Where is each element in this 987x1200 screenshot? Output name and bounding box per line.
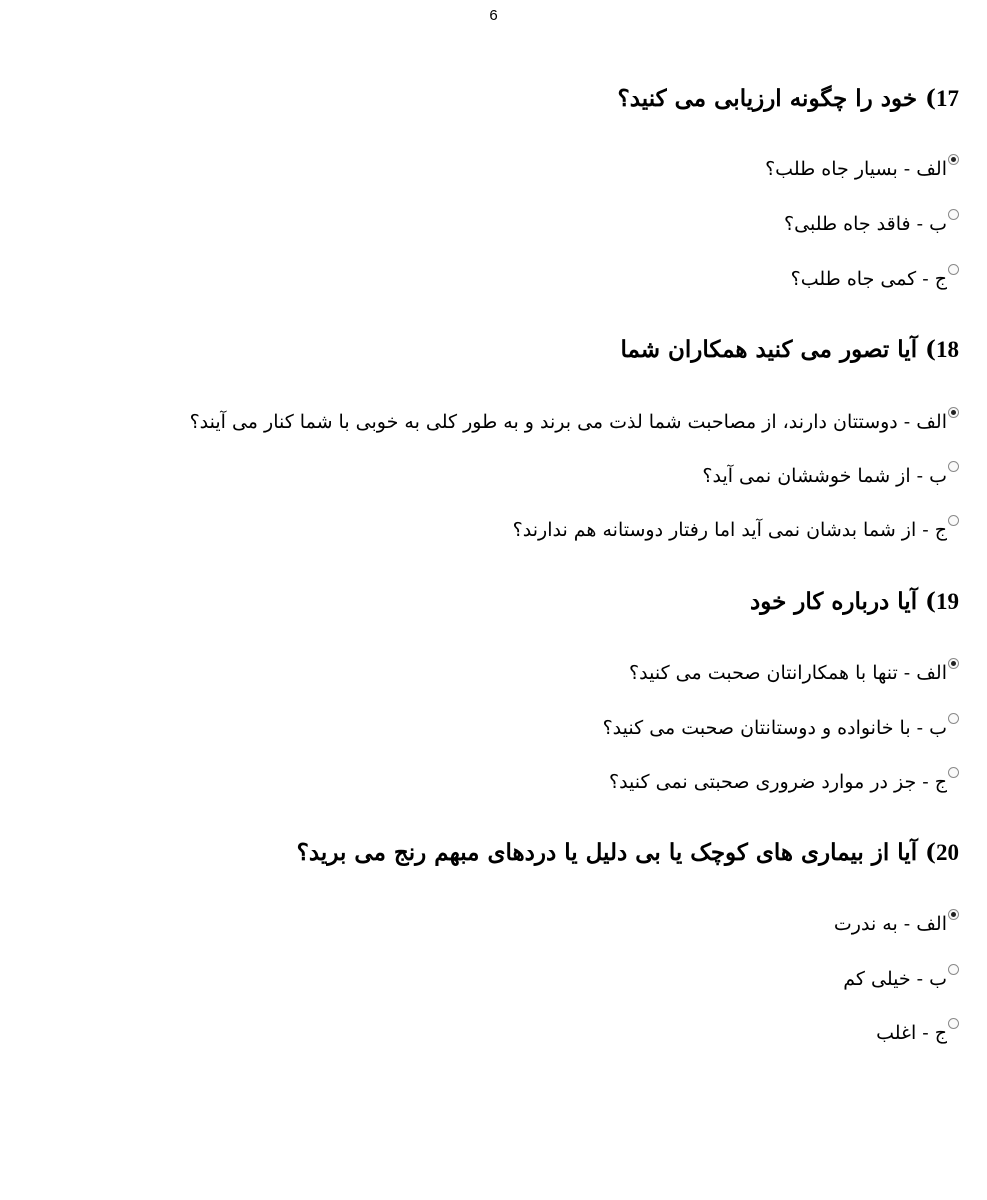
radio-button[interactable]	[948, 964, 959, 975]
option-label: ب - با خانواده و دوستانتان صحبت می کنید؟	[602, 717, 947, 739]
option-alef[interactable]	[629, 660, 959, 686]
option-be[interactable]	[843, 966, 959, 992]
question-paren: )	[917, 588, 936, 615]
option-jim[interactable]	[609, 769, 959, 795]
option-label: الف - بسیار جاه طلب؟	[765, 158, 947, 180]
option-alef[interactable]	[834, 911, 959, 937]
question-number: 20	[936, 840, 959, 865]
question-number: 19	[936, 589, 959, 614]
radio-button[interactable]	[948, 515, 959, 526]
question-title	[297, 838, 959, 868]
option-label: ج - از شما بدشان نمی آید اما رفتار دوستانه هم ندارند؟	[512, 519, 947, 541]
option-label: ج - کمی جاه طلب؟	[790, 268, 947, 290]
question-paren: )	[917, 336, 936, 363]
option-alef[interactable]	[190, 409, 959, 435]
page-number: 6	[489, 7, 498, 24]
radio-button-selected[interactable]	[948, 909, 959, 920]
radio-button[interactable]	[948, 209, 959, 220]
radio-button-selected[interactable]	[948, 154, 959, 165]
question-title	[620, 335, 959, 365]
option-alef[interactable]	[765, 156, 959, 182]
question-title	[750, 587, 959, 617]
question-title	[618, 84, 960, 114]
radio-button[interactable]	[948, 767, 959, 778]
option-label: ج - اغلب	[876, 1022, 947, 1044]
option-label: ب - فاقد جاه طلبی؟	[784, 213, 947, 235]
question-text: آیا تصور می کنید همکاران شما	[620, 336, 918, 363]
option-jim[interactable]	[876, 1020, 959, 1046]
option-jim[interactable]	[791, 266, 959, 292]
radio-button[interactable]	[948, 264, 959, 275]
option-label: ب - خیلی کم	[843, 968, 947, 990]
option-label: ج - جز در موارد ضروری صحبتی نمی کنید؟	[609, 771, 947, 793]
question-text: آیا از بیماری های کوچک یا بی دلیل یا دردهای مبهم رنج می برید؟	[296, 839, 918, 866]
option-label: الف - به ندرت	[833, 913, 947, 935]
question-text: خود را چگونه ارزیابی می کنید؟	[617, 85, 918, 112]
option-label: ب - از شما خوششان نمی آید؟	[702, 465, 947, 487]
radio-button[interactable]	[948, 713, 959, 724]
option-be[interactable]	[603, 715, 959, 741]
question-paren: )	[917, 85, 936, 112]
option-label: الف - دوستتان دارند، از مصاحبت شما لذت می برند و به طور کلی به خوبی با شما کنار می آیند؟	[189, 411, 947, 433]
radio-button-selected[interactable]	[948, 658, 959, 669]
option-be[interactable]	[784, 211, 959, 237]
radio-button[interactable]	[948, 1018, 959, 1029]
option-label: الف - تنها با همکارانتان صحبت می کنید؟	[629, 662, 947, 684]
radio-button[interactable]	[948, 461, 959, 472]
question-number: 17	[936, 86, 959, 111]
question-number: 18	[936, 337, 959, 362]
question-paren: )	[917, 839, 936, 866]
option-be[interactable]	[702, 463, 959, 489]
radio-button-selected[interactable]	[948, 407, 959, 418]
question-text: آیا درباره کار خود	[749, 588, 918, 615]
option-jim[interactable]	[513, 517, 959, 543]
